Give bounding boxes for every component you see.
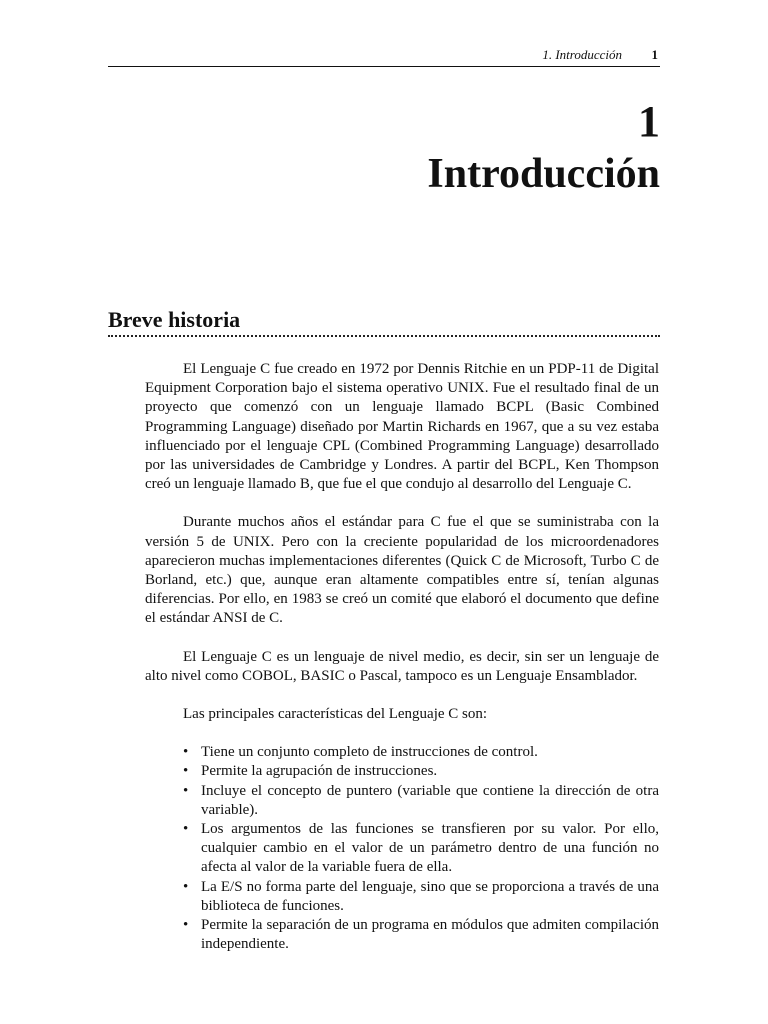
bullet-icon: • xyxy=(183,917,189,934)
list-item xyxy=(145,916,659,954)
page-number: 1 xyxy=(651,47,658,62)
bullet-icon: • xyxy=(183,821,189,838)
bullet-icon: • xyxy=(183,782,189,799)
section-heading: Breve historia xyxy=(108,306,660,337)
paragraph: Durante muchos años el estándar para C fue el que se suministraba con la versión 5 de UNIX. Pero con la creciente popularidad de los microordenadores aparecieron muchas implementaciones diferentes (Quick C de Microsoft, Turbo C de Borland, etc.) que, aunque eran altamente compatibles entre sí, tenían algunas diferencias. Por ello, en 1983 se creó un comité que elaboró el documento que define el estándar ANSI de C. xyxy=(145,514,659,627)
list-item-text: Permite la separación de un programa en módulos que admiten compilación independiente. xyxy=(201,917,659,953)
running-header-title: 1. Introducción xyxy=(542,47,622,62)
list-item xyxy=(145,820,659,878)
paragraph: Las principales características del Lenguaje C son: xyxy=(183,706,488,723)
list-item-text: Permite la agrupación de instrucciones. xyxy=(201,763,438,780)
list-item xyxy=(145,782,659,820)
bullet-icon: • xyxy=(183,878,189,895)
chapter-title: Introducción xyxy=(427,151,660,197)
paragraph: El Lenguaje C es un lenguaje de nivel medio, es decir, sin ser un lenguaje de alto nivel como COBOL, BASIC o Pascal, tampoco es un Lenguaje Ensamblador. xyxy=(145,648,659,684)
list-item-text: Los argumentos de las funciones se transfieren por su valor. Por ello, cualquier cambio en el valor de un parámetro dentro de una función no afecta al valor de la variable fuera de ella. xyxy=(201,821,659,876)
list-item xyxy=(145,878,659,916)
list-item-text: La E/S no forma parte del lenguaje, sino que se proporciona a través de una biblioteca de funciones. xyxy=(201,878,659,914)
bullet-icon: • xyxy=(183,763,189,780)
list-item-text: Tiene un conjunto completo de instrucciones de control. xyxy=(201,744,538,761)
bullet-icon: • xyxy=(183,744,189,761)
body-text xyxy=(145,360,659,954)
running-header xyxy=(108,46,660,67)
list-item xyxy=(145,743,659,762)
feature-list xyxy=(145,743,659,954)
list-item-text: Incluye el concepto de puntero (variable que contiene la dirección de otra variable). xyxy=(201,782,659,818)
chapter-number: 1 xyxy=(638,97,660,146)
list-item xyxy=(145,762,659,781)
paragraph: El Lenguaje C fue creado en 1972 por Dennis Ritchie en un PDP-11 de Digital Equipment Corporation bajo el sistema operativo UNIX. Fue el resultado final de un proyecto que comenzó con un lenguaje llamado BCPL (Basic Combined Programming Language) diseñado por Martin Richards en 1967, que a su vez estaba influenciado por el lenguaje CPL (Combined Programming Language) desarrollado por las universidades de Cambridge y Londres. A partir del BCPL, Ken Thompson creó un lenguaje llamado B, que fue el que condujo al desarrollo del Lenguaje C. xyxy=(145,361,659,493)
